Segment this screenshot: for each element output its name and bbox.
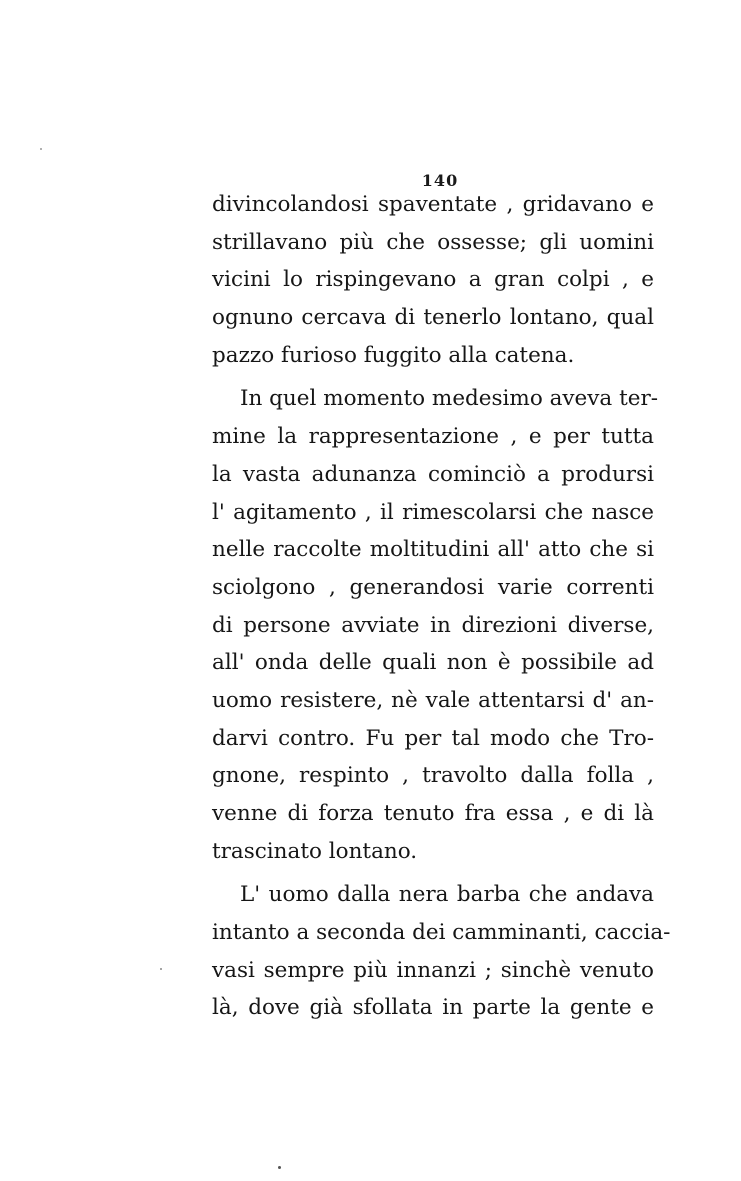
text-line: mine la rappresentazione , e per tutta xyxy=(212,424,654,450)
text-line: divincolandosi spaventate , gridavano e xyxy=(212,192,654,217)
text-line: venne di forza tenuto fra essa , e di là xyxy=(212,801,654,826)
text-line: uomo resistere, nè vale attentarsi d' an- xyxy=(212,687,654,713)
paper-speck xyxy=(278,1166,281,1169)
text-line: la vasta adunanza cominciò a prodursi xyxy=(212,461,654,487)
paper-speck xyxy=(40,148,42,150)
text-line: vasi sempre più innanzi ; sinchè venuto xyxy=(212,957,654,983)
paper-speck xyxy=(160,968,162,970)
text-line: intanto a seconda dei camminanti, caccia- xyxy=(212,920,671,946)
text-line: darvi contro. Fu per tal modo che Tro- xyxy=(212,725,654,751)
body-text xyxy=(212,186,671,1027)
text-line: all' onda delle quali non è possibile ad xyxy=(212,650,654,676)
text-line: pazzo furioso fuggito alla catena. xyxy=(212,342,575,368)
text-line: di persone avviate in direzioni diverse, xyxy=(212,612,654,638)
text-line: ognuno cercava di tenerlo lontano, qual xyxy=(212,305,654,331)
paragraph-2 xyxy=(212,380,658,870)
text-line: l' agitamento , il rimescolarsi che nasce xyxy=(212,499,654,525)
page-number: 140 xyxy=(421,171,459,190)
text-line: strillavano più che ossesse; gli uomini xyxy=(212,229,654,255)
paragraph-1 xyxy=(212,186,654,374)
paragraph-3 xyxy=(212,876,671,1027)
text-line: là, dove già sfollata in parte la gente e xyxy=(212,995,654,1021)
text-line: L' uomo dalla nera barba che andava xyxy=(240,882,654,908)
text-line: In quel momento medesimo aveva ter- xyxy=(240,386,658,412)
text-line: vicini lo rispingevano a gran colpi , e xyxy=(212,267,654,293)
text-line: gnone, respinto , travolto dalla folla , xyxy=(212,763,654,789)
text-line: sciolgono , generandosi varie correnti xyxy=(212,574,654,600)
text-line: trascinato lontano. xyxy=(212,838,418,864)
text-line: nelle raccolte moltitudini all' atto che si xyxy=(212,537,654,563)
